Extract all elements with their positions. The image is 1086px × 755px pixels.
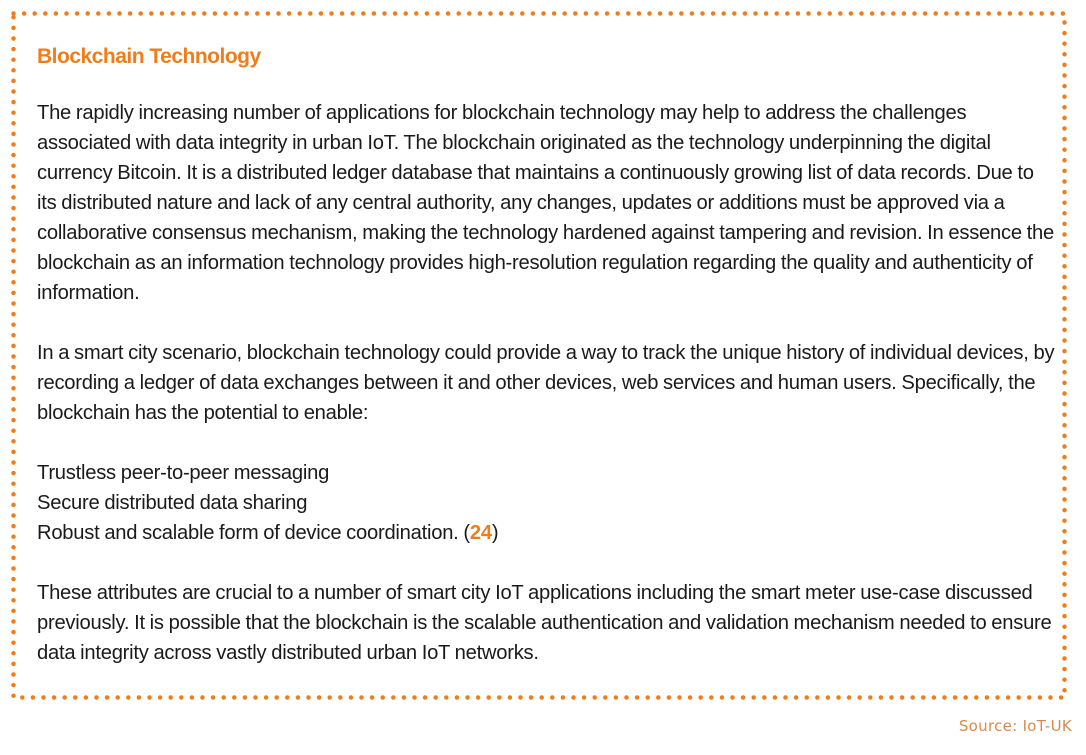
box-title: Blockchain Technology — [37, 45, 261, 68]
reference-close: ) — [491, 522, 499, 544]
reference-link[interactable]: 24 — [469, 522, 492, 544]
closing-paragraph: These attributes are crucial to a number of smart city IoT applications including the smart meter use-case discussed previously. It is possible that the blockchain is the scalable authentication and validation mechanism needed to ensure data integrity across vastly distributed urban IoT networks. — [37, 582, 1052, 664]
smart-city-paragraph: In a smart city scenario, blockchain technology could provide a way to track the unique history of individual devices, by recording a ledger of data exchanges between it and other devices, web services and human users. Specifically, the blockchain has the potential to enable: — [37, 342, 1055, 424]
box-content — [37, 42, 1057, 698]
list-item — [37, 518, 1057, 548]
list-item: Secure distributed data sharing — [37, 492, 308, 514]
source-caption: Source: IoT-UK — [958, 717, 1072, 735]
list-item-text: Robust and scalable form of device coordination. ( — [37, 522, 470, 544]
list-item: Trustless peer-to-peer messaging — [37, 462, 330, 484]
intro-paragraph: The rapidly increasing number of applications for blockchain technology may help to address the challenges associated with data integrity in urban IoT. The blockchain originated as the technology underpinning the digital currency Bitcoin. It is a distributed ledger database that maintains a continuously growing list of data records. Due to its distributed nature and lack of any central authority, any changes, updates or additions must be approved via a collaborative consensus mechanism, making the technology hardened against tampering and revision. In essence the blockchain as an information technology provides high-resolution regulation regarding the quality and authenticity of information. — [37, 102, 1054, 304]
blockchain-info-box — [12, 12, 1066, 699]
capabilities-list — [37, 458, 1057, 548]
